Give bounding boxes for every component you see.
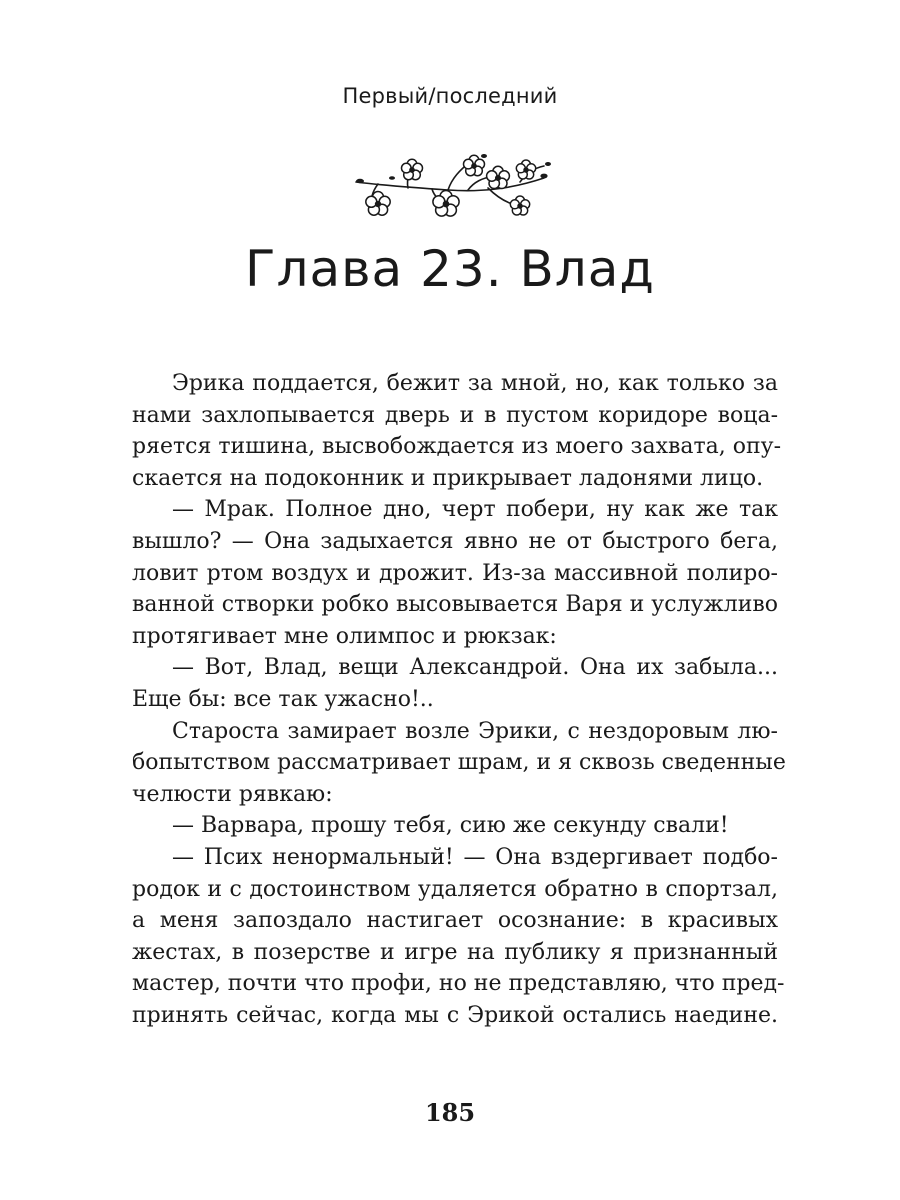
cherry-blossom-branch-icon bbox=[348, 148, 552, 224]
text-line: нами захлопывается дверь и в пустом коридоре воца- bbox=[132, 402, 778, 428]
text-line: родок и с достоинством удаляется обратно в спортзал, bbox=[132, 876, 778, 902]
running-head: Первый/последний bbox=[342, 84, 558, 108]
text-line: — Варвара, прошу тебя, сию же секунду свали! bbox=[172, 813, 729, 839]
text-line: протягивает мне олимпос и рюкзак: bbox=[132, 623, 557, 649]
text-line: ловит ртом воздух и дрожит. Из-за массивной полиро- bbox=[132, 560, 778, 586]
text-line: мастер, почти что профи, но не представляю, что пред- bbox=[132, 971, 785, 997]
text-line: — Псих ненормальный! — Она вздергивает подбо- bbox=[172, 844, 778, 870]
text-line: Еще бы: все так ужасно!.. bbox=[132, 686, 434, 712]
text-line: скается на подоконник и прикрывает ладонями лицо. bbox=[132, 465, 764, 491]
text-line: Староста замирает возле Эрики, с нездоровым лю- bbox=[172, 718, 778, 744]
text-line: ряется тишина, высвобождается из моего захвата, опу- bbox=[132, 434, 782, 460]
text-line: жестах, в позерстве и игре на публику я признанный bbox=[132, 939, 778, 965]
text-line: — Мрак. Полное дно, черт побери, ну как же так bbox=[172, 497, 778, 523]
text-line: ванной створки робко высовывается Варя и услужливо bbox=[132, 592, 778, 618]
text-line: вышло? — Она задыхается явно не от быстрого бега, bbox=[132, 528, 778, 554]
text-line: бопытством рассматривает шрам, и я сквозь сведенные bbox=[132, 750, 786, 776]
text-line: а меня запоздало настигает осознание: в красивых bbox=[132, 908, 778, 934]
text-line: — Вот, Влад, вещи Александрой. Она их забыла... bbox=[172, 655, 778, 681]
text-line: челюсти рявкаю: bbox=[132, 781, 333, 807]
body-text bbox=[132, 368, 786, 1031]
text-line: Эрика поддается, бежит за мной, но, как только за bbox=[172, 371, 778, 396]
page-number: 185 bbox=[424, 1098, 476, 1127]
text-line: принять сейчас, когда мы с Эрикой остались наедине. bbox=[132, 1002, 778, 1028]
chapter-title: Глава 23. Влад bbox=[245, 240, 655, 298]
